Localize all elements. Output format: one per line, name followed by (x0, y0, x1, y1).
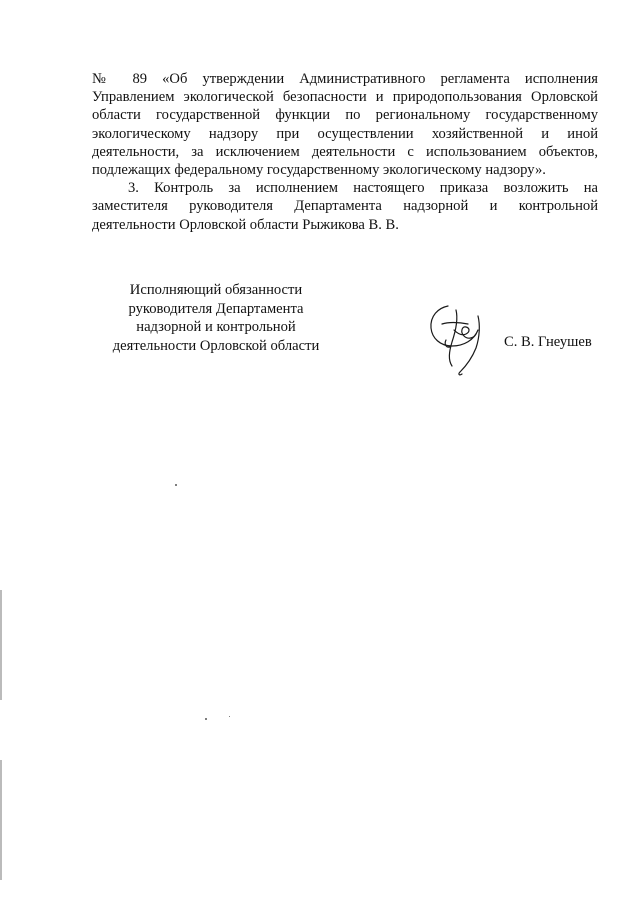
body-line: деятельности Орловской области Рыжикова В. В. (92, 216, 399, 233)
signatory-position-line: Исполняющий обязанности (129, 282, 303, 298)
signatory-position-line: руководителя Департамента (128, 300, 304, 317)
body-line: подлежащих федеральному государственному экологическому надзору». (92, 162, 546, 179)
scan-speck (175, 484, 177, 486)
body-line: заместителя руководителя Департамента надзорной и контрольной (92, 198, 598, 215)
body-line: Управлением экологической безопасности и природопользования Орловской (92, 89, 598, 106)
signatory-position-line: надзорной и контрольной (136, 319, 296, 335)
document-body (92, 70, 598, 234)
body-line: области государственной функции по региональному государственному (92, 107, 598, 124)
scan-speck (205, 718, 207, 720)
signatory-position-line: деятельности Орловской области (112, 337, 320, 354)
scan-edge-artifact (0, 590, 2, 700)
signer-name: С. В. Гнеушев (504, 334, 592, 350)
scan-speck (229, 716, 230, 717)
body-line: № 89 «Об утверждении Административного регламента исполнения (92, 71, 598, 87)
body-line: деятельности, за исключением деятельности с использованием объектов, (92, 143, 598, 160)
handwritten-signature (418, 300, 498, 380)
scan-edge-artifact (0, 760, 2, 880)
body-line: 3. Контроль за исполнением настоящего приказа возложить на (128, 180, 598, 197)
signatory-position (100, 281, 332, 355)
body-line: экологическому надзору при осуществлении хозяйственной и иной (92, 125, 598, 142)
